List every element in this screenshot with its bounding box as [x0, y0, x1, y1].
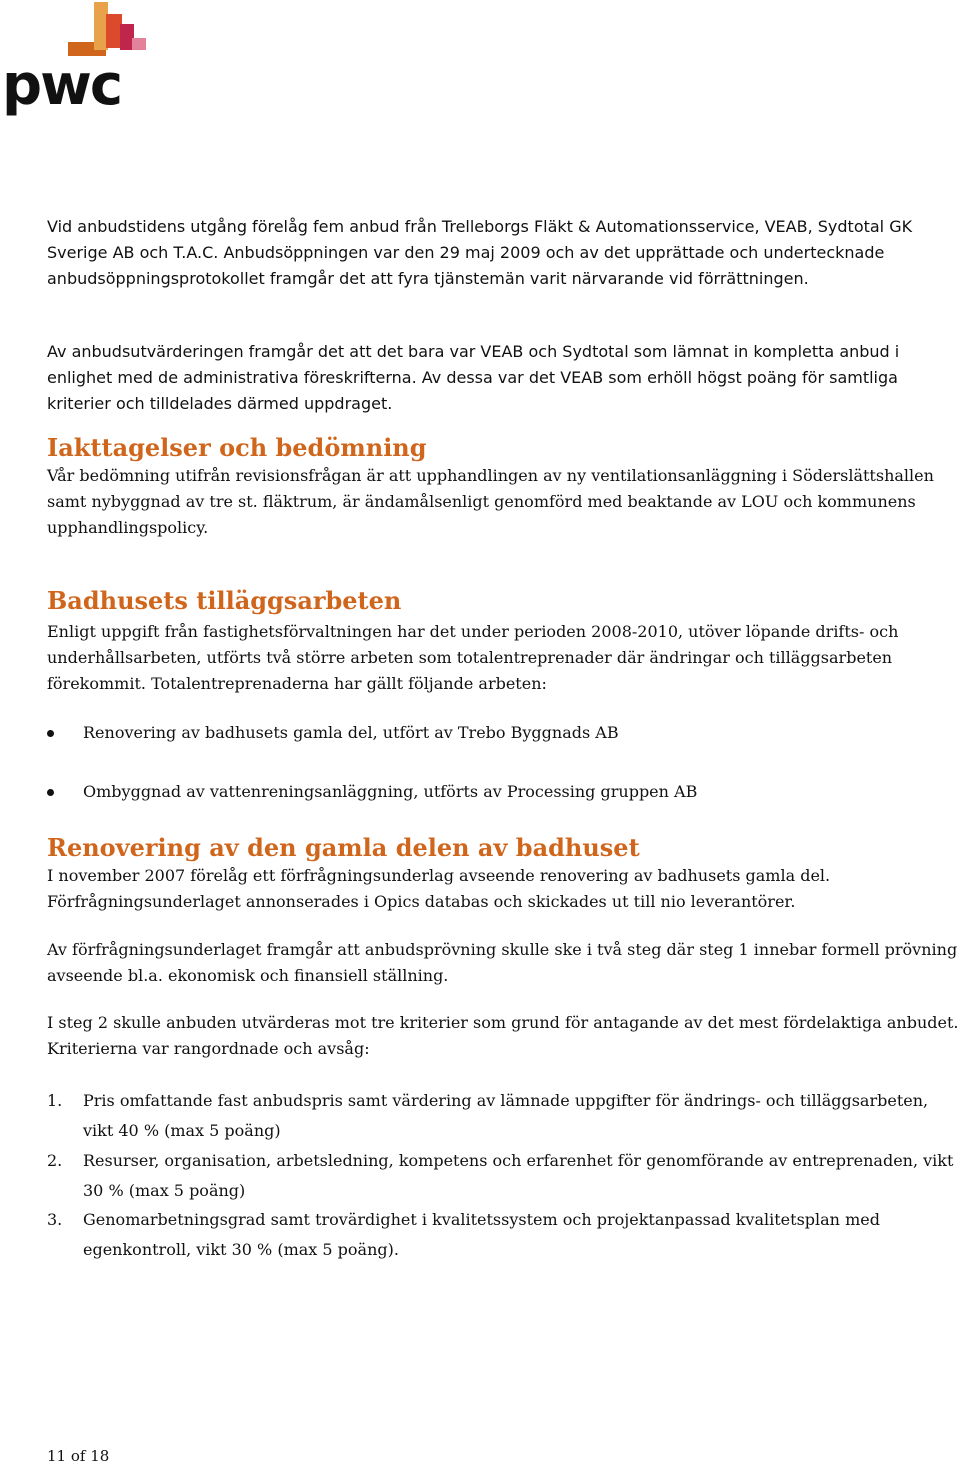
- pwc-logo-graphic: [0, 0, 150, 120]
- pwc-logo: [0, 0, 150, 120]
- criteria-number: 2.: [47, 1151, 63, 1170]
- renovering-paragraph-1: I november 2007 förelåg ett förfrågningsunderlag avseende renovering av badhusets gamla del. Förfrågningsunderlaget annonserades i Opics databas och skickades ut till nio leverantörer.: [47, 866, 831, 911]
- bullet-text: Ombyggnad av vattenreningsanläggning, utförts av Processing gruppen AB: [83, 782, 698, 801]
- page-number: 11 of 18: [47, 1447, 110, 1465]
- renovering-paragraph-2: Av förfrågningsunderlaget framgår att anbudsprövning skulle ske i två steg där steg 1 innebar formell prövning avseende bl.a. ekonomisk och finansiell ställning.: [47, 940, 958, 985]
- criteria-text: Resurser, organisation, arbetsledning, kompetens och erfarenhet för genomförande av entreprenaden, vikt 30 % (max 5 poäng): [83, 1151, 954, 1200]
- bullet-icon: [47, 789, 54, 796]
- criteria-list-item: [47, 1146, 959, 1206]
- badhus-body: Enligt uppgift från fastighetsförvaltningen har det under perioden 2008-2010, utöver löpande drifts- och underhållsarbeten, utförts två större arbeten som totalentreprenader där ändringar och tilläggsarbeten förekommit. Totalentreprenaderna har gällt följande arbeten:: [47, 622, 899, 693]
- heading-iakttagelser: Iakttagelser och bedömning: [47, 433, 427, 462]
- svg-text:pwc: pwc: [2, 53, 122, 118]
- criteria-text: Genomarbetningsgrad samt trovärdighet i kvalitetssystem och projektanpassad kvalitetsplan med egenkontroll, vikt 30 % (max 5 poäng).: [83, 1210, 880, 1259]
- renovering-paragraph-3: I steg 2 skulle anbuden utvärderas mot tre kriterier som grund för antagande av det mest fördelaktiga anbudet. Kriterierna var rangordnade och avsåg:: [47, 1013, 959, 1058]
- intro-paragraph-1: Vid anbudstidens utgång förelåg fem anbud från Trelleborgs Fläkt & Automationsservice, VEAB, Sydtotal GK Sverige AB och T.A.C. Anbudsöppningen var den 29 maj 2009 och av det upprättade och undertecknade anbudsöppningsprotokollet framgår det att fyra tjänstemän varit närvarande vid förrättningen.: [47, 217, 913, 288]
- criteria-text: Pris omfattande fast anbudspris samt värdering av lämnade uppgifter för ändrings- och tilläggsarbeten, vikt 40 % (max 5 poäng): [83, 1091, 929, 1140]
- criteria-number: 3.: [47, 1210, 63, 1229]
- heading-badhusets-tillaggsarbeten: Badhusets tilläggsarbeten: [47, 586, 402, 615]
- bullet-icon: [47, 730, 54, 737]
- criteria-number: 1.: [47, 1091, 63, 1110]
- iakttagelser-body: Vår bedömning utifrån revisionsfrågan är att upphandlingen av ny ventilationsanläggning i Söderslättshallen samt nybyggnad av tre st. fläktrum, är ändamålsenligt genomförd med beaktande av LOU och kommunens upphandlingspolicy.: [47, 466, 934, 537]
- heading-renovering: Renovering av den gamla delen av badhuset: [47, 833, 640, 862]
- criteria-list-item: [47, 1086, 959, 1146]
- criteria-list-item: [47, 1205, 959, 1265]
- bullet-text: Renovering av badhusets gamla del, utfört av Trebo Byggnads AB: [83, 723, 619, 742]
- intro-paragraph-2: Av anbudsutvärderingen framgår det att det bara var VEAB och Sydtotal som lämnat in kompletta anbud i enlighet med de administrativa föreskrifterna. Av dessa var det VEAB som erhöll högst poäng för samtliga kriterier och tilldelades därmed uppdraget.: [47, 342, 900, 413]
